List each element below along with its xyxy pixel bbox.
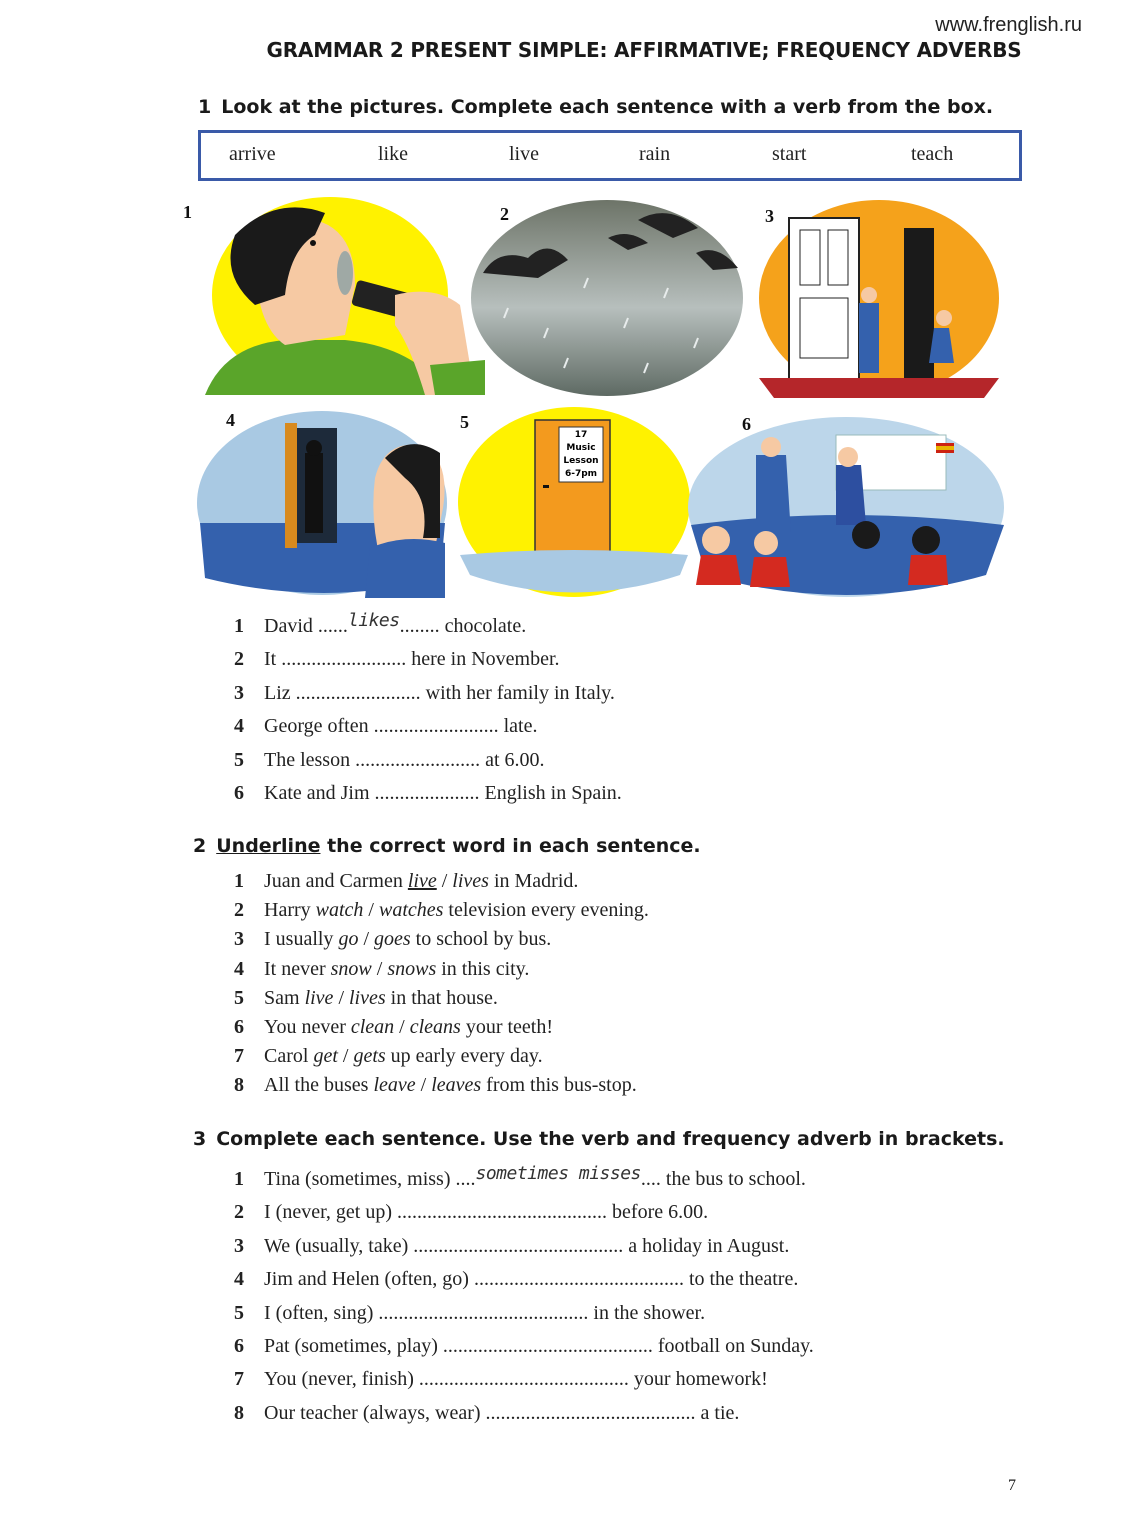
- list-item: [230, 1045, 649, 1074]
- picture-man-late: [195, 408, 450, 598]
- sentence-text: in Madrid.: [488, 870, 579, 892]
- option[interactable]: goes: [374, 928, 411, 951]
- exercise-1-list: [230, 610, 622, 815]
- exercise-number: 2: [193, 835, 207, 857]
- sentence-text: Tina (sometimes, miss) ....: [264, 1168, 476, 1190]
- item-number: 6: [234, 781, 244, 804]
- picture-number: 4: [226, 410, 235, 430]
- option[interactable]: get: [313, 1045, 338, 1068]
- instruction-underline-word: Underline: [216, 835, 321, 857]
- sentence-text: Harry: [264, 899, 316, 922]
- item-number: 4: [234, 957, 244, 980]
- sentence-text[interactable]: Jim and Helen (often, go) .......................................... to the theatre.: [264, 1268, 799, 1291]
- option[interactable]: snows: [387, 957, 437, 980]
- item-number: 4: [234, 715, 244, 738]
- item-number: 3: [234, 681, 244, 704]
- item-number: 7: [234, 1045, 244, 1068]
- option[interactable]: live: [304, 986, 334, 1009]
- list-item: [230, 987, 649, 1016]
- picture-number: 5: [460, 412, 469, 432]
- picture-music-lesson-door: [455, 405, 693, 600]
- sentence-text: ........ chocolate.: [399, 615, 527, 637]
- list-item: [230, 1302, 814, 1335]
- exercise-instruction: Look at the pictures. Complete each sentence with a verb from the box.: [221, 96, 994, 118]
- exercise-3-list: [230, 1163, 814, 1435]
- option[interactable]: go: [338, 928, 359, 951]
- option-selected[interactable]: live: [407, 870, 437, 892]
- site-watermark: www.frenglish.ru: [935, 14, 1082, 36]
- option-separator: /: [394, 1015, 410, 1038]
- sentence-text[interactable]: We (usually, take) .......................................... a holiday in August.: [264, 1234, 790, 1257]
- item-number: 5: [234, 1301, 244, 1324]
- exercise-instruction: Complete each sentence. Use the verb and frequency adverb in brackets.: [216, 1128, 1005, 1150]
- item-number: 3: [234, 928, 244, 951]
- item-number: 1: [234, 615, 244, 637]
- list-item: [230, 749, 622, 782]
- sentence-text: You never: [264, 1015, 351, 1038]
- sentence-text[interactable]: Pat (sometimes, play) .......................................... football on Sunday.: [264, 1334, 814, 1357]
- door-sign-line: Lesson: [563, 456, 599, 466]
- sentence-text[interactable]: George often ......................... late.: [264, 715, 538, 738]
- exercise-number: 1: [198, 96, 212, 118]
- list-item: [230, 1163, 814, 1201]
- picture-number: 2: [500, 204, 509, 224]
- picture-number: 1: [183, 202, 192, 222]
- sentence-text: Sam: [264, 986, 305, 1009]
- list-item: [230, 928, 649, 957]
- exercise-3-heading: [193, 1128, 1005, 1150]
- list-item: [230, 870, 649, 899]
- exercise-2-heading: [193, 835, 701, 857]
- list-item: [230, 1235, 814, 1268]
- list-item: [230, 1016, 649, 1045]
- option-separator: /: [337, 1045, 354, 1068]
- exercise-number: 3: [193, 1128, 207, 1150]
- sentence-text[interactable]: Liz ......................... with her family in Italy.: [264, 681, 615, 704]
- item-number: 2: [234, 1201, 244, 1224]
- word-box-item: live: [509, 143, 539, 165]
- page-number: 7: [1008, 1477, 1016, 1494]
- sentence-text: in this city.: [436, 957, 530, 980]
- sentence-text[interactable]: It ......................... here in November.: [264, 648, 560, 671]
- list-item: [230, 1201, 814, 1234]
- option[interactable]: watches: [378, 899, 444, 922]
- sentence-text: .... the bus to school.: [640, 1168, 806, 1190]
- sentence-text[interactable]: I (never, get up) .......................................... before 6.00.: [264, 1201, 709, 1224]
- list-item: [230, 1335, 814, 1368]
- sentence-text: I usually: [264, 928, 339, 951]
- door-sign-line: Music: [566, 443, 596, 453]
- item-number: 4: [234, 1268, 244, 1291]
- item-number: 2: [234, 648, 244, 671]
- sentence-text: your teeth!: [460, 1015, 554, 1038]
- sentence-text: television every evening.: [443, 899, 649, 922]
- item-number: 1: [234, 870, 244, 892]
- list-item: [230, 610, 622, 648]
- door-sign-number: 17: [574, 430, 588, 440]
- exercise-2-list: [230, 870, 649, 1104]
- item-number: 2: [234, 899, 244, 922]
- option-separator: /: [371, 957, 388, 980]
- exercise-1-heading: [198, 96, 993, 118]
- list-item: [230, 648, 622, 681]
- option[interactable]: lives: [349, 986, 386, 1009]
- picture-family-at-door: [754, 198, 1004, 403]
- list-item: [230, 682, 622, 715]
- option[interactable]: clean: [350, 1015, 395, 1038]
- sentence-text: Juan and Carmen: [264, 870, 408, 892]
- item-number: 1: [234, 1168, 244, 1190]
- option-separator: /: [358, 928, 374, 951]
- handwritten-answer[interactable]: likes: [347, 610, 400, 631]
- option-separator: /: [436, 870, 453, 892]
- word-box: [198, 130, 1022, 181]
- sentence-text[interactable]: Our teacher (always, wear) .......................................... a tie.: [264, 1401, 740, 1424]
- item-number: 5: [234, 748, 244, 771]
- word-box-item: like: [378, 143, 408, 165]
- option[interactable]: leave: [373, 1074, 416, 1097]
- item-number: 6: [234, 1015, 244, 1038]
- sentence-text[interactable]: You (never, finish) .......................................... your homework!: [264, 1368, 768, 1391]
- option-separator: /: [363, 899, 379, 922]
- item-number: 8: [234, 1401, 244, 1424]
- sentence-text: up early every day.: [385, 1045, 543, 1068]
- item-number: 7: [234, 1368, 244, 1391]
- list-item: [230, 899, 649, 928]
- sentence-text[interactable]: Kate and Jim ..................... English in Spain.: [264, 781, 622, 804]
- option[interactable]: cleans: [409, 1015, 461, 1038]
- item-number: 6: [234, 1334, 244, 1357]
- sentence-text: to school by bus.: [410, 928, 552, 951]
- option[interactable]: leaves: [431, 1074, 482, 1097]
- sentence-text: Carol: [264, 1045, 314, 1068]
- list-item: [230, 1368, 814, 1401]
- sentence-text: All the buses: [264, 1074, 374, 1097]
- item-number: 8: [234, 1074, 244, 1097]
- list-item: [230, 958, 649, 987]
- picture-rain: [468, 198, 746, 403]
- option[interactable]: gets: [353, 1045, 386, 1068]
- handwritten-answer[interactable]: sometimes misses: [475, 1163, 641, 1184]
- picture-number: 6: [742, 414, 751, 434]
- option[interactable]: snow: [330, 957, 372, 980]
- door-sign-time: 6-7pm: [564, 469, 598, 479]
- word-box-item: teach: [911, 143, 954, 165]
- sentence-text: David ......: [264, 615, 348, 637]
- item-number: 5: [234, 986, 244, 1009]
- list-item: [230, 782, 622, 815]
- sentence-text: It never: [264, 957, 331, 980]
- sentence-text: in that house.: [385, 986, 498, 1009]
- option-separator: /: [415, 1074, 432, 1097]
- list-item: [230, 715, 622, 748]
- option[interactable]: lives: [452, 870, 489, 892]
- word-box-item: arrive: [229, 143, 276, 165]
- word-box-item: start: [772, 143, 807, 165]
- sentence-text: from this bus-stop.: [481, 1074, 637, 1097]
- exercise-instruction: the correct word in each sentence.: [320, 835, 701, 857]
- option-separator: /: [333, 986, 349, 1009]
- picture-classroom: [686, 415, 1006, 600]
- list-item: [230, 1268, 814, 1301]
- list-item: [230, 1402, 814, 1435]
- option[interactable]: watch: [315, 899, 364, 922]
- item-number: 3: [234, 1234, 244, 1257]
- sentence-text[interactable]: The lesson ......................... at 6.00.: [264, 748, 545, 771]
- page-title: GRAMMAR 2 PRESENT SIMPLE: AFFIRMATIVE; FREQUENCY ADVERBS: [266, 38, 1022, 62]
- list-item: [230, 1074, 649, 1103]
- word-box-item: rain: [639, 143, 671, 165]
- picture-number: 3: [765, 206, 774, 226]
- sentence-text[interactable]: I (often, sing) .......................................... in the shower.: [264, 1301, 706, 1324]
- picture-man-eating-chocolate: [195, 195, 485, 400]
